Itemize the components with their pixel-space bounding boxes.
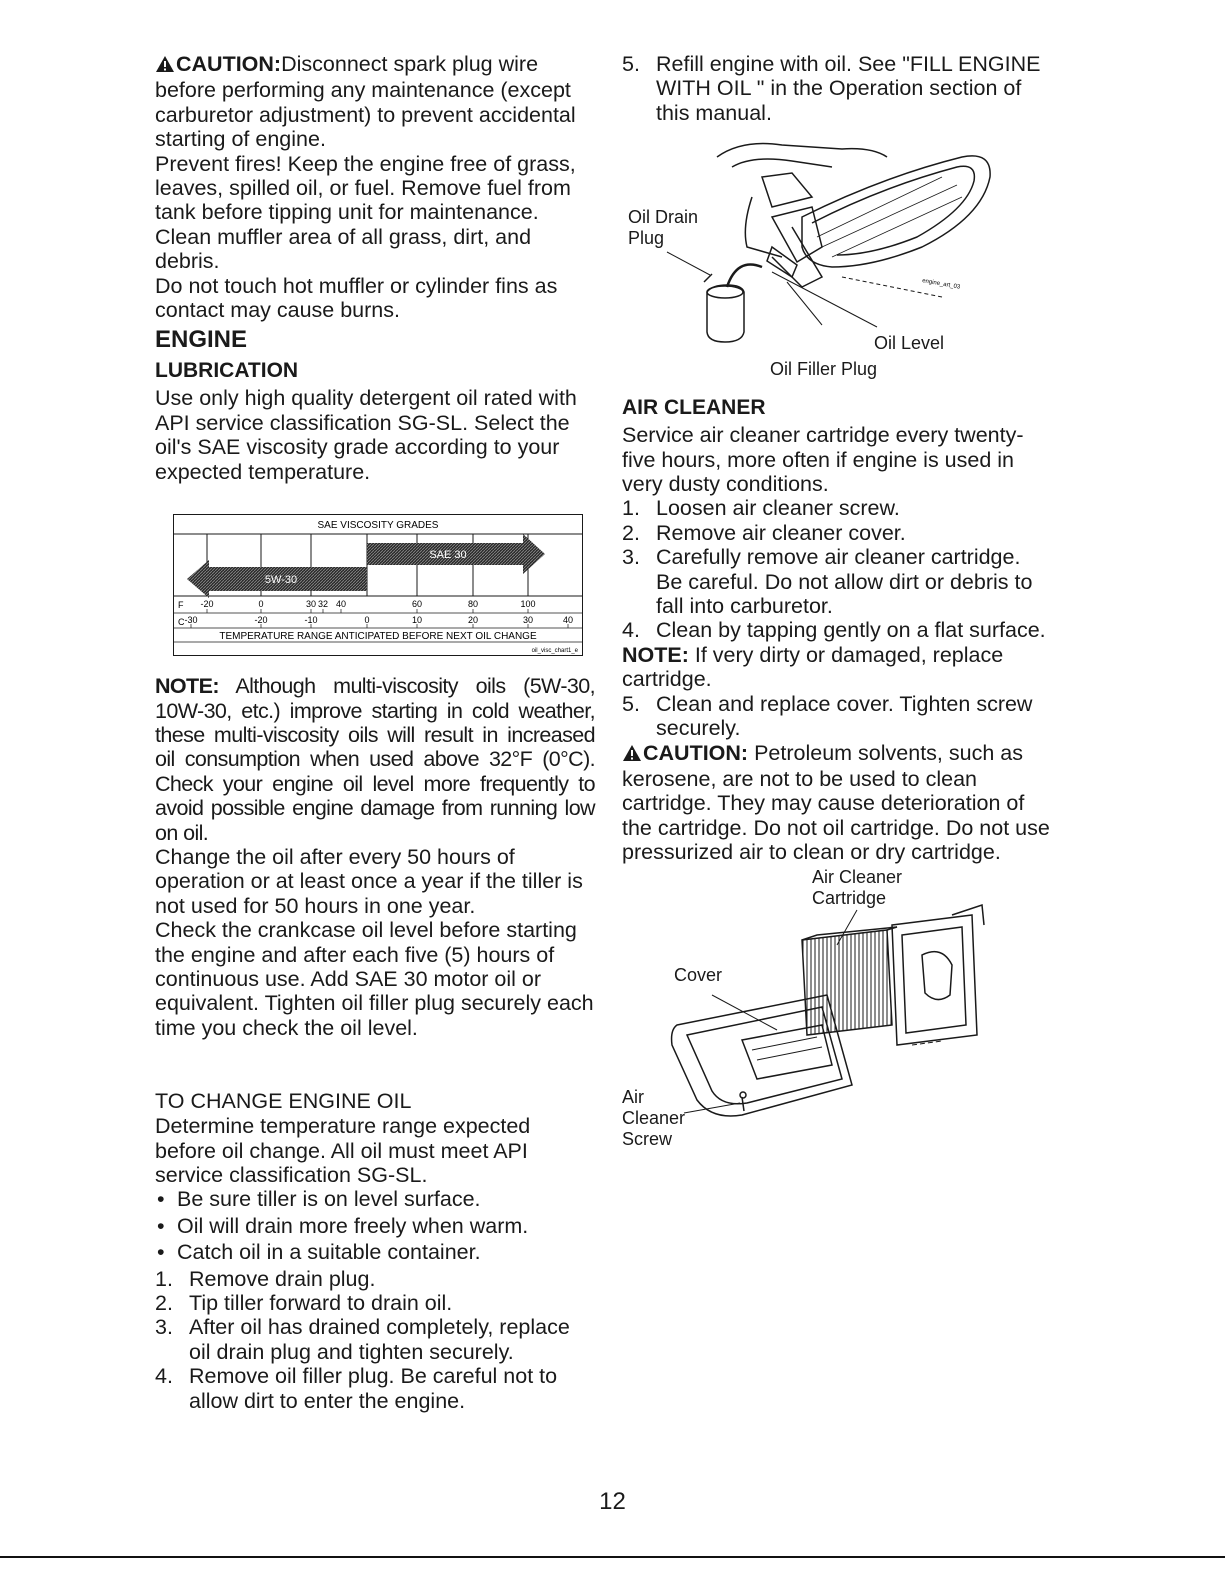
change-oil-steps xyxy=(155,1267,595,1413)
air-cleaner-steps xyxy=(622,496,1052,642)
list-item: 3. Carefully remove air cleaner cartridge. Be careful. Do not allow dirt or debris to fall into carburetor. xyxy=(622,545,1033,619)
tick-label: 10 xyxy=(411,615,423,626)
note-paragraph xyxy=(155,674,595,845)
list-item: • Oil will drain more freely when warm. xyxy=(157,1213,529,1238)
tick-label: 80 xyxy=(467,599,479,610)
air-cleaner-figure xyxy=(622,865,1042,1149)
lubrication-heading: LUBRICATION xyxy=(155,359,299,383)
list-item: 5. Clean and replace cover. Tighten screw securely. xyxy=(622,691,1033,741)
tick-label: -30 xyxy=(184,615,198,626)
sae30-label: SAE 30 xyxy=(429,549,467,562)
air-cleaner-final-step xyxy=(622,692,1052,741)
list-item: 3. After oil has drained completely, replace oil drain plug and tighten securely. xyxy=(155,1315,570,1364)
warning-triangle-icon xyxy=(622,743,642,767)
warning-triangle-icon xyxy=(155,54,175,78)
engine-illustration xyxy=(622,137,1042,387)
oil-drain-plug-label: Oil Drain Plug xyxy=(628,207,699,249)
cartridge-pleats xyxy=(802,930,892,1035)
burns-paragraph: Do not touch hot muffler or cylinder fins as contact may cause burns. xyxy=(155,273,558,323)
chart-code: oil_visc_chart1_e xyxy=(531,648,578,655)
right-column xyxy=(622,52,1052,1149)
change-oil-heading: TO CHANGE ENGINE OIL xyxy=(155,1089,412,1114)
oil-level-label: Oil Level xyxy=(874,333,945,354)
tick-label: 20 xyxy=(467,615,479,626)
tick-label: 32 xyxy=(317,599,329,610)
tick-label: 0 xyxy=(258,599,264,610)
list-item: • Catch oil in a suitable container. xyxy=(157,1240,481,1265)
celsius-label: C xyxy=(178,617,185,628)
note-label: NOTE: xyxy=(155,674,219,699)
caution-text: Disconnect spark plug wire before performing any maintenance (except carburetor adjustment) to prevent accidental starting of engine. xyxy=(155,52,576,152)
list-item: 4. Clean by tapping gently on a flat surface. xyxy=(622,618,1046,643)
viscosity-chart-svg xyxy=(173,514,583,656)
list-item: 1. Loosen air cleaner screw. xyxy=(622,496,900,521)
engine-heading: ENGINE xyxy=(155,326,248,354)
figure-code: engine_art_03 xyxy=(921,278,961,291)
tick-label: 60 xyxy=(411,599,423,610)
5w30-label: 5W-30 xyxy=(264,574,298,587)
caution-label: CAUTION: xyxy=(176,52,282,76)
list-item: 1. Remove drain plug. xyxy=(155,1266,376,1291)
lubrication-paragraph: Use only high quality detergent oil rated with API service classification SG-SL. Select the oil's SAE viscosity grade according to your expected temperature. xyxy=(155,386,577,484)
list-item: 2. Remove air cleaner cover. xyxy=(622,520,906,545)
tick-label: 100 xyxy=(520,599,536,610)
tick-label: -20 xyxy=(254,615,268,626)
left-column xyxy=(155,52,595,1413)
celsius-ticks xyxy=(184,615,573,628)
fahrenheit-label: F xyxy=(178,600,184,611)
tick-label: -20 xyxy=(200,599,214,610)
caution-paragraph xyxy=(155,52,595,152)
tick-label: -10 xyxy=(304,615,318,626)
list-item: 4. Remove oil filler plug. Be careful not to allow dirt to enter the engine. xyxy=(155,1364,558,1413)
refill-step xyxy=(622,52,1052,125)
solvent-caution-paragraph xyxy=(622,741,1052,865)
page-number: 12 xyxy=(599,1488,626,1515)
list-item: • Be sure tiller is on level surface. xyxy=(157,1187,481,1212)
check-level-paragraph: Check the crankcase oil level before starting the engine and after each five (5) hours of continuous use. Add SAE 30 motor oil or equivalent. Tighten oil filler plug securely each time you check the oil level. xyxy=(155,918,594,1040)
note-label: NOTE: xyxy=(622,642,689,667)
air-cleaner-service-paragraph: Service air cleaner cartridge every twenty-five hours, more often if engine is used in very dusty conditions. xyxy=(622,423,1024,497)
caution-label: CAUTION: xyxy=(643,740,749,765)
air-cleaner-heading: AIR CLEANER xyxy=(622,396,766,420)
oil-filler-plug-label: Oil Filler Plug xyxy=(770,359,878,380)
precaution-list xyxy=(155,1187,595,1264)
air-cleaner-note xyxy=(622,643,1052,692)
determine-paragraph: Determine temperature range expected before oil change. All oil must meet API service classification SG-SL. xyxy=(155,1114,531,1187)
fire-prevention-paragraph: Prevent fires! Keep the engine free of grass, leaves, spilled oil, or fuel. Remove fuel from tank before tipping unit for maintenance. Clean muffler area of all grass, dirt, and debris. xyxy=(155,151,576,274)
chart-caption: TEMPERATURE RANGE ANTICIPATED BEFORE NEXT OIL CHANGE xyxy=(219,631,537,643)
tick-label: 30 xyxy=(305,599,317,610)
engine-oil-figure xyxy=(622,137,1042,387)
tick-label: 40 xyxy=(562,615,574,626)
air-cleaner-cartridge-label: Air Cleaner Cartridge xyxy=(812,866,903,908)
bottom-rule xyxy=(0,1556,1225,1558)
change-interval-paragraph: Change the oil after every 50 hours of operation or at least once a year if the tiller is not used for 50 hours in one year. xyxy=(155,844,583,918)
fahrenheit-ticks xyxy=(200,599,535,613)
caution-text: Petroleum solvents, such as kerosene, are not to be used to clean cartridge. They may cause deterioration of the cartridge. Do not oil cartridge. Do not use pressurized air to clean or dry cartridge. xyxy=(622,740,1050,865)
chart-title: SAE VISCOSITY GRADES xyxy=(317,520,439,532)
list-item: 2. Tip tiller forward to drain oil. xyxy=(155,1291,453,1316)
tick-label: 0 xyxy=(364,615,370,626)
note-text: If very dirty or damaged, replace cartridge. xyxy=(622,642,1004,692)
tick-label: 30 xyxy=(522,615,534,626)
viscosity-chart xyxy=(173,514,583,656)
note-text: Although multi-viscosity oils (5W-30, 10W-30, etc.) improve starting in cold weather, these multi-viscosity oils will result in increased oil consumption when used above 32°F (0°C). Check your engine oil level more frequently to avoid possible engine damage from running low on oil. xyxy=(155,674,596,845)
tick-label: 40 xyxy=(335,599,347,610)
air-cleaner-screw-label: Air Cleaner Screw xyxy=(622,1086,686,1149)
list-item: 5. Refill engine with oil. See "FILL ENGINE WITH OIL " in the Operation section of this manual. xyxy=(622,52,1041,125)
cover-label: Cover xyxy=(674,964,723,985)
